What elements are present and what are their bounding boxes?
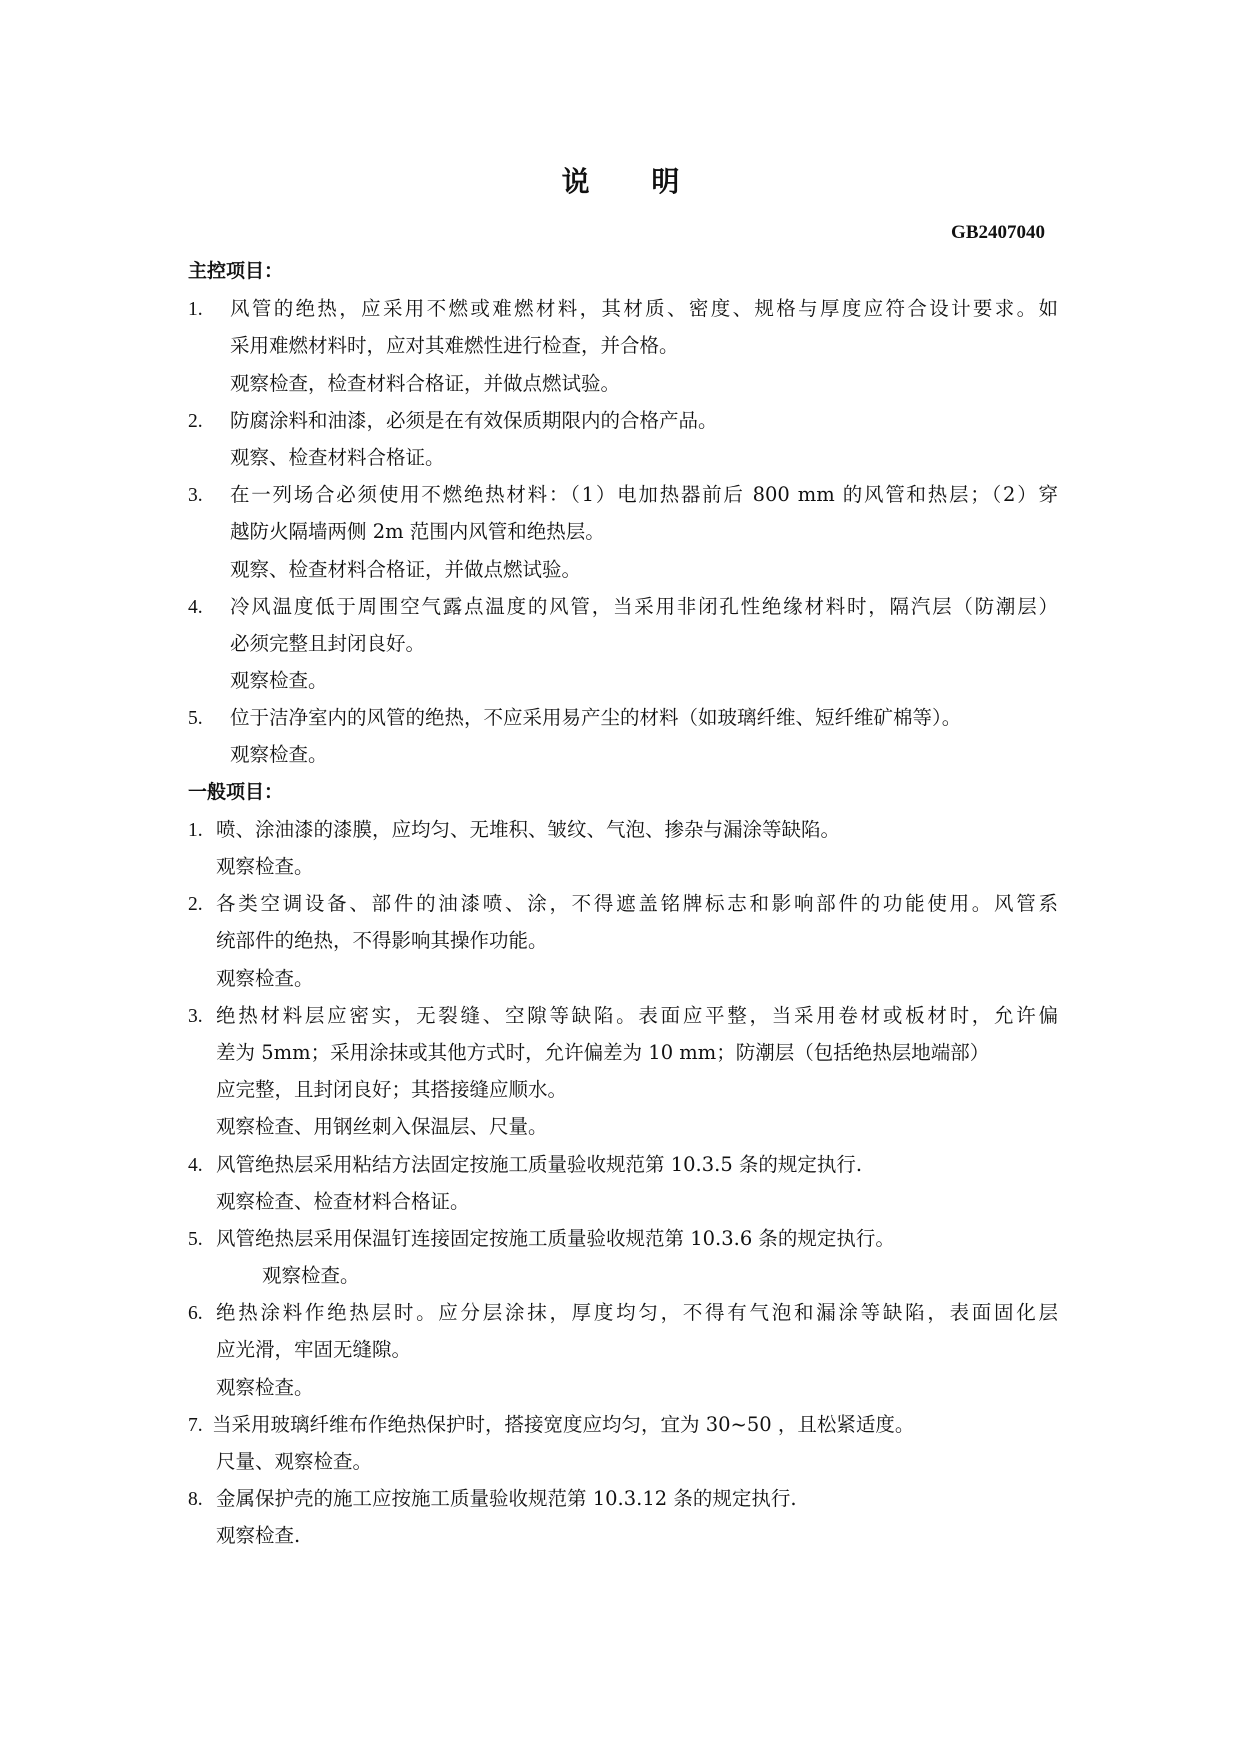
- item-text: 越防火隔墙两侧 2m 范围内风管和绝热层。: [230, 520, 605, 544]
- document-title: 说 明: [561, 165, 706, 198]
- main-control-item-2: [188, 402, 1058, 476]
- item-number: 2.: [188, 410, 203, 432]
- main-control-item-4: [188, 588, 1058, 700]
- general-item-2: [188, 885, 1058, 997]
- general-item-4: [188, 1146, 1058, 1220]
- document-body: [188, 253, 1058, 1555]
- item-text: 应完整，且封闭良好；其搭接缝应顺水。: [216, 1078, 568, 1102]
- item-text: 冷风温度低于周围空气露点温度的风管，当采用非闭孔性绝缘材料时，隔汽层（防潮层）: [230, 594, 1058, 618]
- item-check-method: 观察检查.: [216, 1524, 301, 1548]
- item-check-method: 观察检查。: [216, 1375, 314, 1399]
- item-text: 风管绝热层采用保温钉连接固定按施工质量验收规范第 10.3.6 条的规定执行。: [216, 1226, 895, 1250]
- main-control-item-3: [188, 476, 1058, 588]
- item-text: 应光滑，牢固无缝隙。: [216, 1338, 412, 1362]
- general-item-1: [188, 811, 1058, 885]
- item-check-method: 尺量、观察检查。: [216, 1450, 373, 1473]
- item-check-method: 观察检查。: [262, 1264, 360, 1288]
- item-check-method: 观察、检查材料合格证。: [230, 445, 445, 469]
- main-control-heading: 主控项目：: [188, 260, 284, 282]
- item-text: 防腐涂料和油漆，必须是在有效保质期限内的合格产品。: [230, 408, 718, 432]
- item-text: 金属保护壳的施工应按施工质量验收规范第 10.3.12 条的规定执行.: [216, 1487, 797, 1511]
- general-item-6: [188, 1294, 1058, 1406]
- general-item-5: [188, 1220, 1058, 1294]
- item-text: 绝热材料层应密实，无裂缝、空隙等缺陷。表面应平整，当采用卷材或板材时，允许偏: [216, 1003, 1058, 1027]
- item-text: 风管的绝热，应采用不燃或难燃材料，其材质、密度、规格与厚度应符合设计要求。如: [230, 297, 1058, 321]
- item-number: 4.: [188, 1154, 203, 1176]
- item-text: 当采用玻璃纤维布作绝热保护时，搭接宽度应均匀，宜为 30~50 ，且松紧适度。: [212, 1412, 915, 1436]
- item-text: 在一列场合必须使用不燃绝热材料：（1）电加热器前后 800 mm 的风管和热层；（2）穿: [230, 483, 1058, 507]
- general-heading: 一般项目：: [188, 780, 284, 803]
- main-control-item-5: [188, 699, 1058, 773]
- item-text: 各类空调设备、部件的油漆喷、涂，不得遮盖铭牌标志和影响部件的功能使用。风管系: [216, 892, 1058, 916]
- item-check-method: 观察检查。: [216, 966, 314, 990]
- item-text: 必须完整且封闭良好。: [230, 631, 426, 655]
- item-text: 位于洁净室内的风管的绝热，不应采用易产尘的材料（如玻璃纤维、短纤维矿棉等）。: [230, 706, 962, 730]
- item-text: 绝热涂料作绝热层时。应分层涂抹，厚度均匀，不得有气泡和漏涂等缺陷，表面固化层: [216, 1301, 1058, 1325]
- item-number: 7.: [188, 1414, 203, 1436]
- general-item-7: [188, 1406, 1058, 1480]
- item-check-method: 观察检查。: [230, 743, 328, 767]
- item-check-method: 观察检查，检查材料合格证，并做点燃试验。: [230, 371, 621, 395]
- general-item-8: [188, 1480, 1058, 1554]
- item-text: 统部件的绝热，不得影响其操作功能。: [216, 929, 548, 953]
- item-check-method: 观察检查、检查材料合格证。: [216, 1189, 470, 1213]
- item-check-method: 观察、检查材料合格证，并做点燃试验。: [230, 557, 582, 581]
- general-item-3: [188, 997, 1058, 1146]
- item-number: 2.: [188, 894, 203, 916]
- item-check-method: 观察检查。: [230, 669, 328, 693]
- item-number: 5.: [188, 708, 203, 730]
- item-number: 8.: [188, 1489, 203, 1511]
- main-control-item-1: [188, 290, 1058, 402]
- item-number: 5.: [188, 1228, 203, 1250]
- item-text: 采用难燃材料时，应对其难燃性进行检查，并合格。: [230, 334, 679, 358]
- item-number: 1.: [188, 299, 203, 321]
- item-number: 3.: [188, 485, 203, 507]
- item-number: 4.: [188, 596, 203, 618]
- item-check-method: 观察检查、用钢丝刺入保温层、尺量。: [216, 1115, 548, 1139]
- document-code: GB2407040: [951, 222, 1045, 243]
- item-text: 喷、涂油漆的漆膜，应均匀、无堆积、皱纹、气泡、掺杂与漏涂等缺陷。: [216, 817, 841, 841]
- item-check-method: 观察检查。: [216, 855, 314, 878]
- item-number: 1.: [188, 819, 203, 841]
- item-text: 风管绝热层采用粘结方法固定按施工质量验收规范第 10.3.5 条的规定执行.: [216, 1152, 863, 1176]
- item-number: 6.: [188, 1303, 203, 1325]
- item-text: 差为 5mm；采用涂抹或其他方式时，允许偏差为 10 mm；防潮层（包括绝热层地端部）: [216, 1040, 990, 1064]
- item-number: 3.: [188, 1005, 203, 1027]
